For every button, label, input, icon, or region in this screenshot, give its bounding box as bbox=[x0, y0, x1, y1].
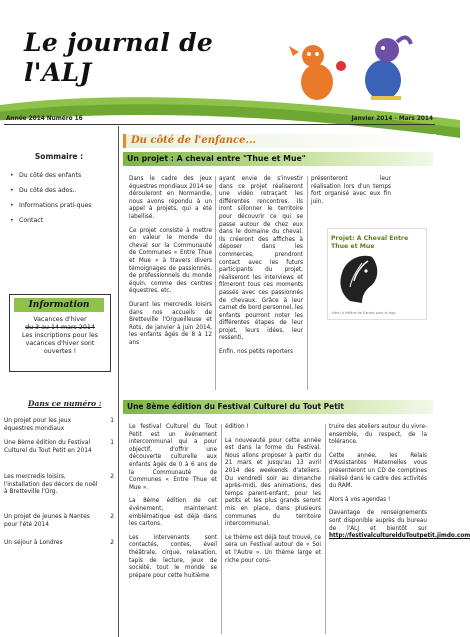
toc-row[interactable] bbox=[4, 514, 117, 529]
paragraph: truire des ateliers autour du vivre-ensemble, du respect, de la tolérance. bbox=[329, 424, 427, 446]
sommaire-title: Sommaire : bbox=[34, 152, 84, 161]
paragraph: Les intervenants sont contactés, contes, éveil théâtrale, cirque, relaxation, tapis de lecture, jeux de société, tout le monde se prépare pour cette huitième bbox=[129, 534, 217, 579]
toc-row[interactable] bbox=[4, 418, 117, 433]
column-divider bbox=[307, 176, 308, 390]
paragraph: Le festival Culturel du Tout Petit est un événement intercommunal qui a pour objectif, d'offrir une découverte culturelle aux enfants âgés de 0 à 6 ans de la Communauté de Communes « Entre Thue et Mue ». bbox=[129, 424, 217, 491]
paragraph: Alors à vos agendas ! bbox=[329, 496, 391, 503]
toc-row-title: Une 8ème édition du Festival Culturel du Tout Petit en 2014 bbox=[4, 440, 92, 454]
masthead bbox=[0, 0, 439, 118]
toc-row-title: Un séjour à Londres bbox=[4, 540, 63, 546]
horse-head-icon bbox=[332, 251, 384, 307]
main-content bbox=[121, 126, 470, 637]
toc-row-title: Les mercredis loisirs, l'installation des décors de noël à Bretteville l'Org. bbox=[4, 474, 98, 496]
poster-title: Projet: A Cheval Entre Thue et Mue bbox=[331, 235, 409, 250]
toc-row-title: Un projet pour les jeux équestres mondiaux bbox=[4, 418, 72, 432]
paragraph: Dans le cadre des jeux équestres mondiaux 2014 se dérouleront en Normandie, nous avons répondu à un appel à projets, qui a été labellisé. bbox=[129, 176, 212, 220]
paragraph: Le thème est déjà tout trouvé, ce sera un Festival autour de « Soi et l'Autre ». Un thème large et riche pour cons- bbox=[225, 534, 321, 564]
paragraph bbox=[329, 510, 470, 540]
sommaire-item-infos[interactable]: • Informations prati-ques bbox=[10, 202, 115, 210]
toc-row-page: 1 bbox=[110, 440, 114, 446]
project-title: Un projet : A cheval entre "Thue et Mue" bbox=[127, 154, 306, 163]
poster-caption: Merci à Hélène de Gardon pour le logo bbox=[332, 311, 396, 315]
issue-meta-bar bbox=[0, 114, 439, 124]
column-divider bbox=[215, 176, 216, 390]
festival-website-link[interactable]: http://festivalculturelduToutpetit.jimdo.com bbox=[329, 533, 470, 540]
festival-column-2 bbox=[225, 424, 321, 571]
header-divider bbox=[4, 124, 435, 125]
toc-row-page: 1 bbox=[110, 418, 114, 424]
children-illustration bbox=[279, 22, 429, 102]
paragraph-text: Davantage de renseignements sont disponible auprès du bureau de l'ALJ et bientôt sur bbox=[329, 510, 427, 532]
column-divider bbox=[221, 424, 222, 634]
toc-row-page: 2 bbox=[110, 474, 114, 480]
paragraph: La nouveauté pour cette année est dans la forme du Festival. Nous allons proposer à partir du 21 mars et jusqu'au 13 avril 2014 des weekends d'ateliers. Du vendredi soir au dimanche après-midi, des animations, des temps parent-enfant, pour les petits et les plus grands seront mis en place, dans plusieurs communes du territoire intercommunal. bbox=[225, 437, 321, 528]
sidebar bbox=[0, 126, 119, 637]
paragraph: La 8ème édition de cet événement, maintenant emblématique est déjà dans les cartons. bbox=[129, 498, 217, 528]
toc-row[interactable] bbox=[4, 474, 117, 497]
information-body bbox=[14, 316, 106, 356]
edition-label: Année 2014 Numéro 16 bbox=[6, 116, 83, 122]
period-label: Janvier 2014 - Mars 2014 bbox=[351, 116, 433, 122]
paragraph: Cette année, les Relais d'Assistantes Maternelles vous présenteront un CD de comptines réalisé dans le cadre des activités du RAM. bbox=[329, 452, 427, 490]
paragraph: édition ! bbox=[225, 424, 249, 430]
column-divider bbox=[325, 424, 326, 634]
information-line-3: Les inscriptions pour les vacances d'hiver sont ouvertes ! bbox=[21, 332, 99, 355]
toc-row-page: 2 bbox=[110, 514, 114, 520]
festival-column-3 bbox=[329, 424, 470, 547]
section-title: Du côté de l'enfance... bbox=[131, 135, 256, 146]
article-column-2 bbox=[219, 176, 303, 363]
festival-column-1 bbox=[129, 424, 217, 586]
project-poster-image bbox=[327, 228, 427, 320]
sommaire-item-contact[interactable]: • Contact bbox=[10, 217, 115, 225]
newsletter-title bbox=[24, 28, 213, 88]
information-title: Information bbox=[14, 298, 104, 312]
festival-banner bbox=[123, 400, 433, 414]
paragraph: ayant envie de s'investir dans ce projet réaliseront une vidéo retraçant les différentes rencontres. Ils iront sillonner le territoire pour découvrir ce qui se passe autour de chez eux dans le domaine du cheval. Ils créeront des affiches à déposer dans les commerces, prendront contact avec les futurs participants du projet, réaliseront les interviews et filmeront tous ces moments passés avec ces passionnés de chevaux. Grâce à leur carnet de bord personnel, les enfants pourront noter les différentes étapes de leur projet, leurs idées, leur ressenti, bbox=[219, 176, 303, 342]
toc-row[interactable] bbox=[4, 440, 117, 455]
title-line-1: Le journal de bbox=[24, 28, 214, 57]
festival-title: Une 8ème édition du Festival Culturel du Tout Petit bbox=[127, 402, 344, 411]
project-banner bbox=[123, 152, 433, 166]
article-column-3 bbox=[311, 176, 391, 212]
information-box bbox=[9, 294, 111, 372]
information-dates: du 3 au 14 mars 2014 bbox=[25, 324, 95, 331]
sommaire-list bbox=[10, 172, 115, 232]
toc-row[interactable] bbox=[4, 540, 117, 548]
toc-row-page: 2 bbox=[110, 540, 114, 546]
sommaire-item-enfants[interactable]: • Du côté des enfants bbox=[10, 172, 115, 180]
information-line-1: Vacances d'hiver bbox=[33, 316, 87, 323]
paragraph: Enfin, nos petits reporters bbox=[219, 349, 293, 356]
section-banner bbox=[123, 134, 436, 148]
paragraph: Ce projet consiste à mettre en valeur le monde du cheval sur la Communauté de Communes « Entre Thue et Mue » à travers divers témoignages de passionnés, de professionnels du monde équin. comme des centres équestres, etc. bbox=[129, 227, 212, 295]
toc-row-title: Un projet de jeunes à Nantes pour l'été 2014 bbox=[4, 514, 90, 528]
paragraph: présenteront leur réalisation lors d'un temps fort organisé avec eux fin juin. bbox=[311, 176, 391, 205]
numero-title: Dans ce numéro : bbox=[28, 399, 102, 408]
paragraph: Durant les mercredis loisirs dans nos accueils de Bretteville l'Orgueilleuse et Rots, de janvier à juin 2014, les enfants âgés de 8 à 12 ans bbox=[129, 301, 212, 346]
sommaire-item-ados[interactable]: • Du côté des ados.. bbox=[10, 187, 115, 195]
article-column-1 bbox=[129, 176, 212, 353]
title-line-2: l'ALJ bbox=[24, 58, 92, 87]
